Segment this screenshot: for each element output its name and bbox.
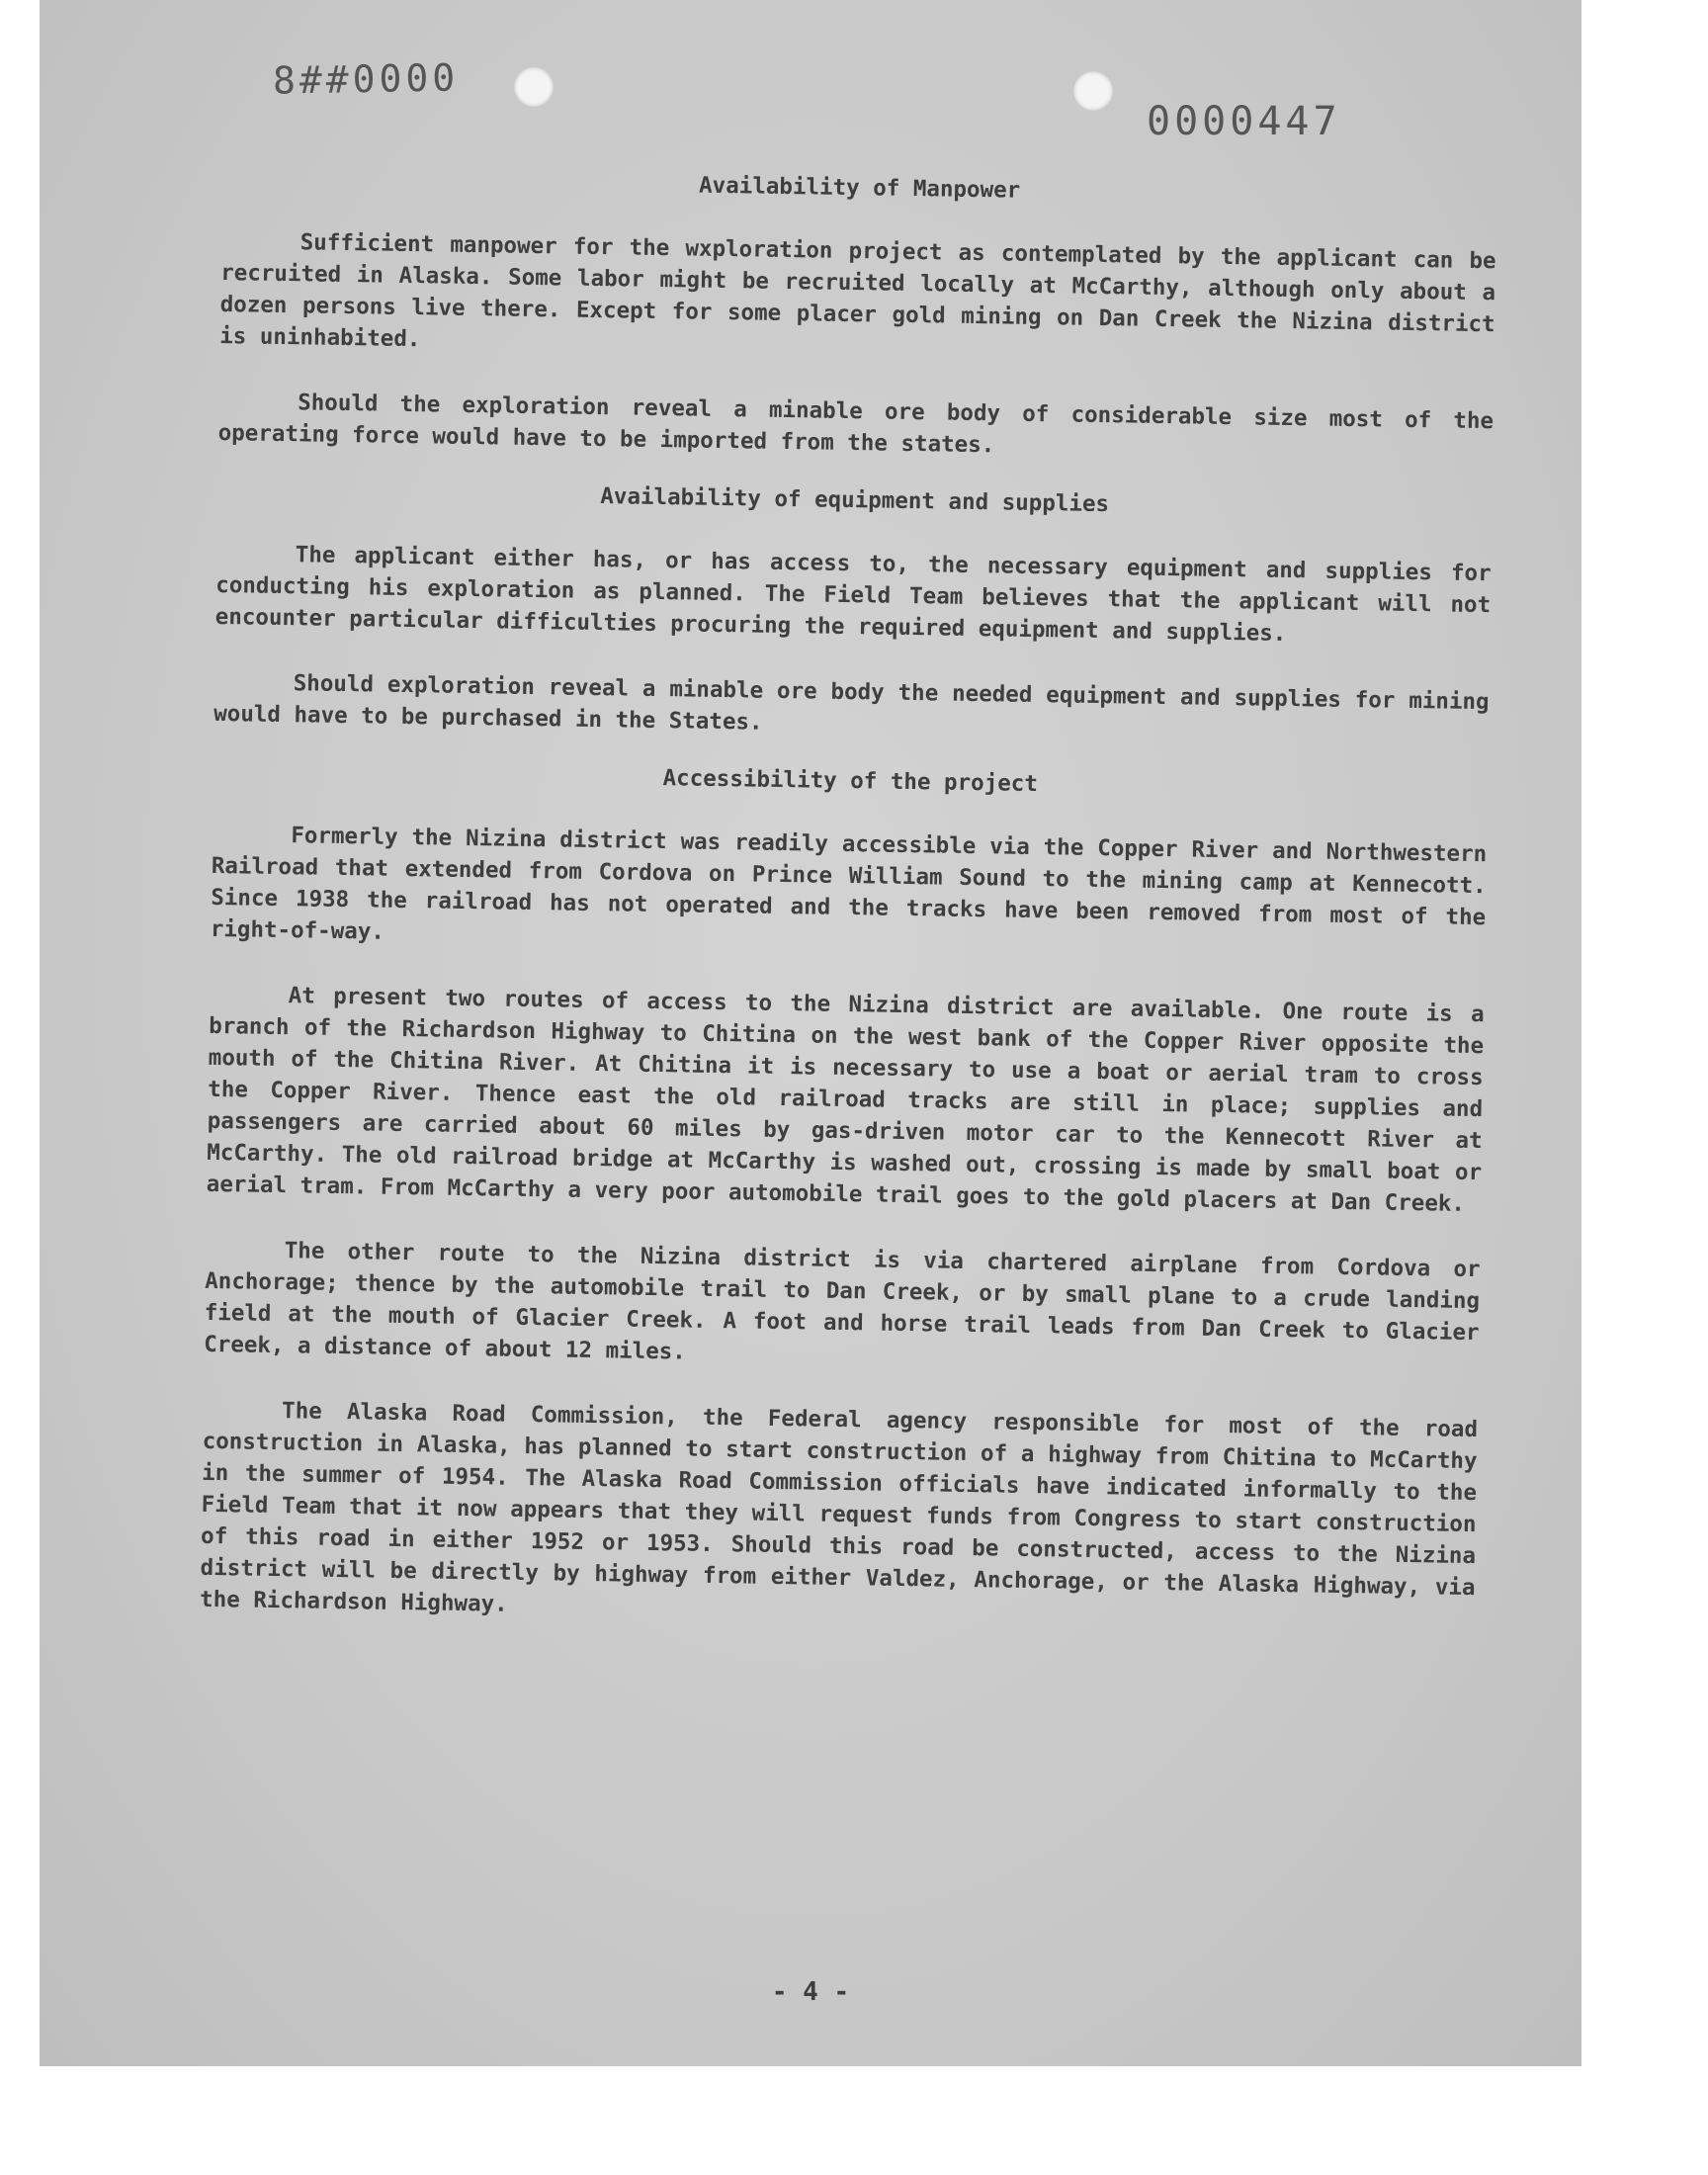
paragraph-manpower-1: Sufficient manpower for the wxploration project as contemplated by the applicant can be recruited in Alaska. Some labor might be recruited locally at McCarthy, although only about a dozen persons live there. Except for some placer gold mining on Dan Creek the Nizina district is uninhabited. bbox=[219, 229, 1496, 353]
paragraph-access-1: Formerly the Nizina district was readily accessible via the Copper River and Northwestern Railroad that extended from Cordova on Prince William Sound to the mining camp at Kennecott. Since 1938 the railroad has not operated and the tracks have been removed from most of the right-of-way. bbox=[210, 823, 1488, 945]
paragraph-access-4: The Alaska Road Commission, the Federal agency responsible for most of the road construction in Alaska, has planned to start construction of a highway from Chitina to McCarthy in the summer of 1954. The Alaska Road Commission officials have indicated informally to the Field Team that it now appears that they will request funds from Congress to start construction of this road in either 1952 or 1953. Should this road be constructed, access to the Nizina district will be directly by highway from either Valdez, Anchorage, or the Alaska Highway, via the Richardson Highway. bbox=[199, 1398, 1479, 1617]
heading-equipment: Availability of equipment and supplies bbox=[600, 483, 1110, 518]
punch-hole-right bbox=[1073, 71, 1113, 111]
heading-accessibility: Accessibility of the project bbox=[662, 765, 1039, 798]
document-page bbox=[40, 0, 1581, 2066]
scan-margin bbox=[0, 2066, 1708, 2175]
paragraph-manpower-2: Should the exploration reveal a minable ore body of considerable size most of the operating force would have to be imported from the states. bbox=[217, 390, 1494, 459]
paragraph-equipment-2: Should exploration reveal a minable ore body the needed equipment and supplies for mining would have to be purchased in the States. bbox=[214, 670, 1490, 736]
paragraph-equipment-1: The applicant either has, or has access to, the necessary equipment and supplies for conducting his exploration as planned. The Field Team believes that the applicant will not encounter particular difficulties procuring the required equipment and supplies. bbox=[214, 542, 1492, 647]
paragraph-access-3: The other route to the Nizina district is via chartered airplane from Cordova or Anchorage; thence by the automobile trail to Dan Creek, or by small plane to a crude landing field at the mouth of Glacier Creek. A foot and horse trail leads from Dan Creek to Glacier Creek, a distance of about 12 miles. bbox=[204, 1238, 1481, 1365]
stamp-number-right: 0000447 bbox=[1147, 99, 1341, 144]
punch-hole-left bbox=[514, 67, 554, 107]
stamp-number-left: 8##0000 bbox=[272, 55, 460, 103]
paragraph-access-2: At present two routes of access to the Nizina district are available. One route is a branch of the Richardson Highway to Chitina on the west bank of the Copper River opposite the mouth of the Chitina River. At Chitina it is necessary to use a boat or aerial tram to cross the Copper River. Thence east the old railroad tracks are still in place; supplies and passengers are carried about 60 miles by gas-driven motor car to the Kennecott River at McCarthy. The old railroad bridge at McCarthy is washed out, crossing is made by small boat or aerial tram. From McCarthy a very poor automobile trail goes to the gold placers at Dan Creek. bbox=[206, 983, 1485, 1217]
page-number: - 4 - bbox=[771, 1977, 850, 2007]
heading-manpower: Availability of Manpower bbox=[698, 172, 1021, 204]
document-body bbox=[200, 162, 1497, 1635]
